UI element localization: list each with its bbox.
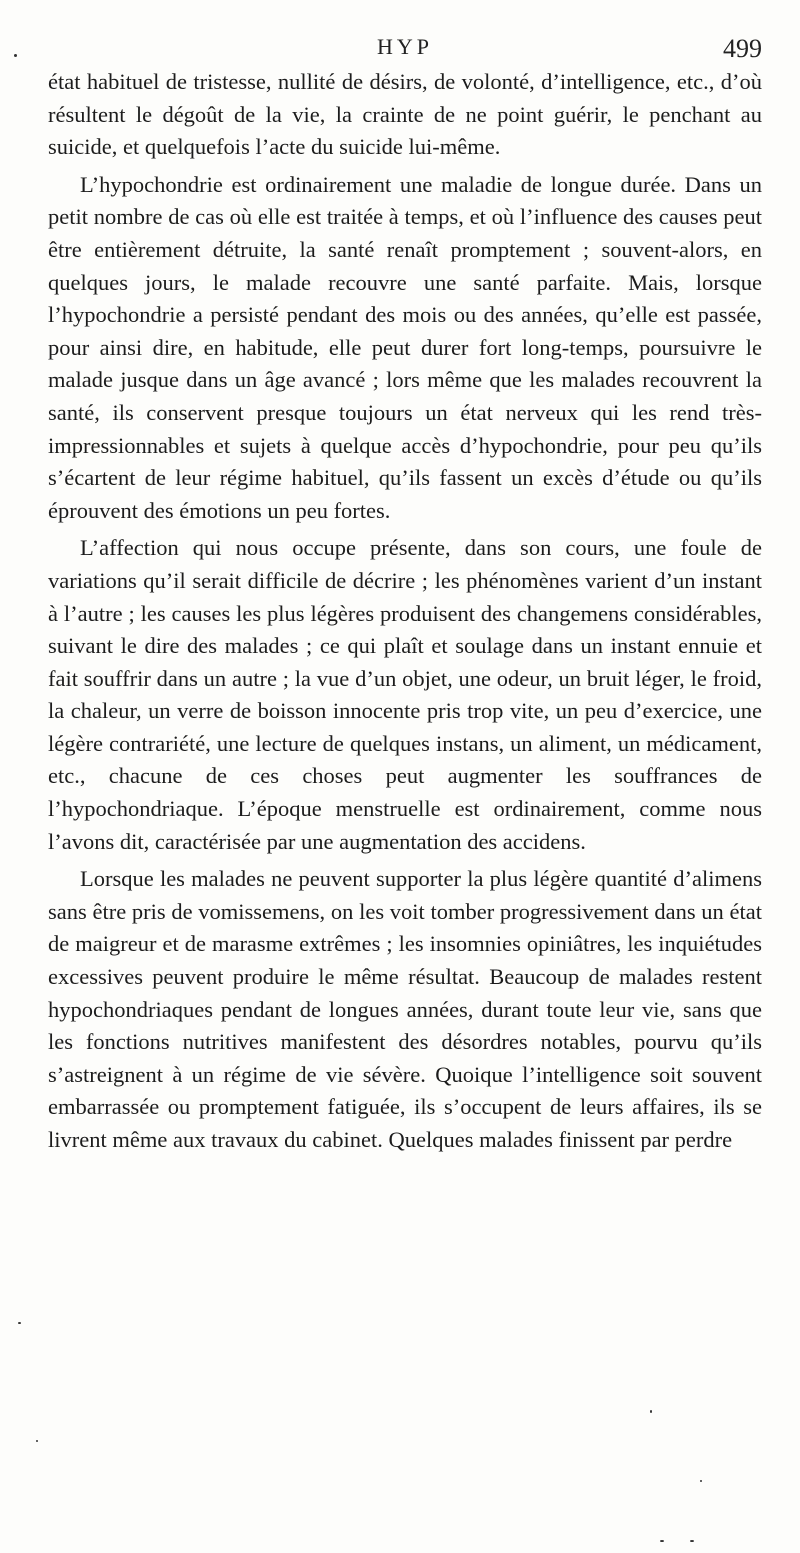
- paragraph-4: Lorsque les malades ne peuvent supporter la plus légère quantité d’alimens sans être pris de vomissemens, on les voit tomber progressivement dans un état de maigreur et de marasme extrêmes ; les insomnies opiniâtres, les inquiétudes excessives peuvent produire le même résultat. Beaucoup de malades restent hypochondriaques pendant de longues années, durant toute leur vie, sans que les fonctions nutritives manifestent des désordres notables, pourvu qu’ils s’astreignent à un régime de vie sévère. Quoique l’intelligence soit souvent embarrassée ou promptement fatiguée, ils s’occupent de leurs affaires, ils se livrent même aux travaux du cabinet. Quelques malades finissent par perdre: [48, 866, 762, 1152]
- paragraph-2: L’hypochondrie est ordinairement une maladie de longue durée. Dans un petit nombre de cas où elle est traitée à temps, et où l’influence des causes peut être entièrement détruite, la santé renaît promptement ; souvent-alors, en quelques jours, le malade recouvre une santé parfaite. Mais, lorsque l’hypochondrie a persisté pendant des mois ou des années, qu’elle est passée, pour ainsi dire, en habitude, elle peut durer fort long-temps, poursuivre le malade jusque dans un âge avancé ; lors même que les malades recouvrent la santé, ils conservent presque toujours un état nerveux qui les rend très-impressionnables et sujets à quelque accès d’hypochondrie, pour peu qu’ils s’écartent de leur régime habituel, qu’ils fassent un excès d’étude ou qu’ils éprouvent des émotions un peu fortes.: [48, 171, 762, 523]
- print-speck: [690, 1540, 694, 1542]
- page-number: 499: [723, 34, 762, 63]
- print-speck: [700, 1480, 702, 1482]
- print-speck: [14, 54, 17, 57]
- print-speck: [18, 1322, 21, 1324]
- running-head: [48, 34, 762, 68]
- body-text: [48, 66, 762, 1162]
- paragraph-1: état habituel de tristesse, nullité de désirs, de volonté, d’intelligence, etc., d’où résultent le dégoût de la vie, la crainte de ne point guérir, le penchant au suicide, et quelquefois l’acte du suicide lui-même.: [48, 69, 762, 160]
- running-title: HYP: [376, 34, 433, 59]
- print-speck: [36, 1440, 38, 1442]
- print-speck: [660, 1540, 664, 1542]
- paragraph-3: L’affection qui nous occupe présente, dans son cours, une foule de variations qu’il serait difficile de décrire ; les phénomènes varient d’un instant à l’autre ; les causes les plus légères produisent des changemens considérables, suivant le dire des malades ; ce qui plaît et soulage dans un instant ennuie et fait souffrir dans un autre ; la vue d’un objet, une odeur, un bruit léger, le froid, la chaleur, un verre de boisson innocente pris trop vite, un peu d’exercice, une légère contrariété, une lecture de quelques instans, un aliment, un médicament, etc., chacune de ces choses peut augmenter les souffrances de l’hypochondriaque. L’époque menstruelle est ordinairement, comme nous l’avons dit, caractérisée par une augmentation des accidens.: [48, 535, 762, 854]
- print-speck: [650, 1410, 652, 1413]
